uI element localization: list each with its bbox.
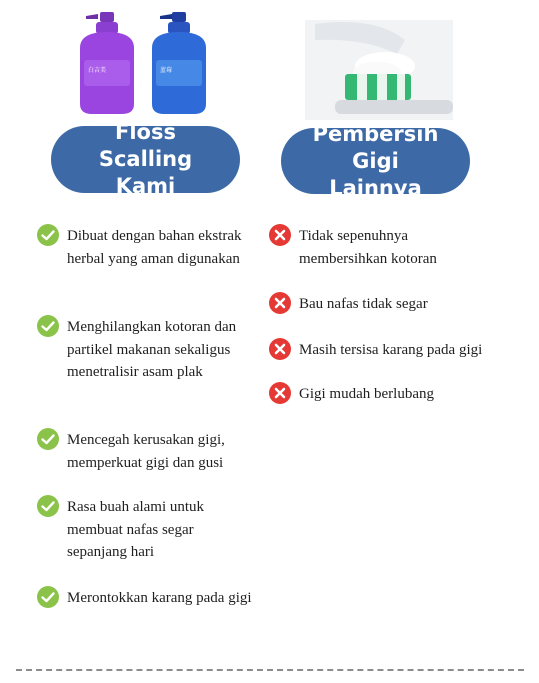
left-title-line2: Kami: [115, 174, 176, 198]
dashed-divider: [16, 669, 524, 671]
right-item-1: [269, 225, 469, 270]
cross-icon: [269, 338, 291, 360]
check-icon: [37, 586, 59, 608]
toothbrush-image: [305, 20, 453, 120]
right-item-text: Tidak sepenuhnya membersihkan kotoran: [299, 228, 437, 267]
left-item-1: [37, 225, 247, 270]
check-icon: [37, 428, 59, 450]
left-item-4: [37, 496, 242, 564]
right-item-text: Bau nafas tidak segar: [299, 296, 428, 312]
product-label-purple: 白吉美: [88, 67, 107, 74]
cross-icon: [269, 292, 291, 314]
cross-icon: [269, 224, 291, 246]
right-title-pill: [281, 121, 470, 200]
left-item-5: [37, 587, 252, 610]
left-item-text: Dibuat dengan bahan ekstrak herbal yang aman digunakan: [67, 228, 242, 267]
left-item-text: Menghilangkan kotoran dan partikel makanan sekaligus menetralisir asam plak: [67, 319, 237, 380]
left-item-3: [37, 429, 257, 474]
cross-icon: [269, 382, 291, 404]
right-item-text: Gigi mudah berlubang: [299, 386, 434, 402]
right-item-3: [269, 339, 519, 362]
check-icon: [37, 224, 59, 246]
left-item-text: Rasa buah alami untuk membuat nafas segar sepanjang hari: [67, 499, 205, 560]
left-item-text: Merontokkan karang pada gigi: [67, 590, 252, 606]
left-item-2: [37, 316, 237, 384]
right-item-2: [269, 293, 499, 316]
left-item-text: Mencegah kerusakan gigi, memperkuat gigi dan gusi: [67, 432, 225, 471]
check-icon: [37, 495, 59, 517]
left-title-line1: Floss Scalling: [98, 120, 193, 171]
right-title-line2: Lainnya: [329, 175, 422, 200]
right-title-line1: Pembersih Gigi: [312, 121, 439, 173]
left-title-pill: [51, 120, 240, 198]
product-image: [72, 8, 222, 120]
check-icon: [37, 315, 59, 337]
right-item-text: Masih tersisa karang pada gigi: [299, 342, 483, 358]
product-label-blue: 蓝莓: [160, 67, 173, 74]
right-item-4: [269, 383, 499, 406]
